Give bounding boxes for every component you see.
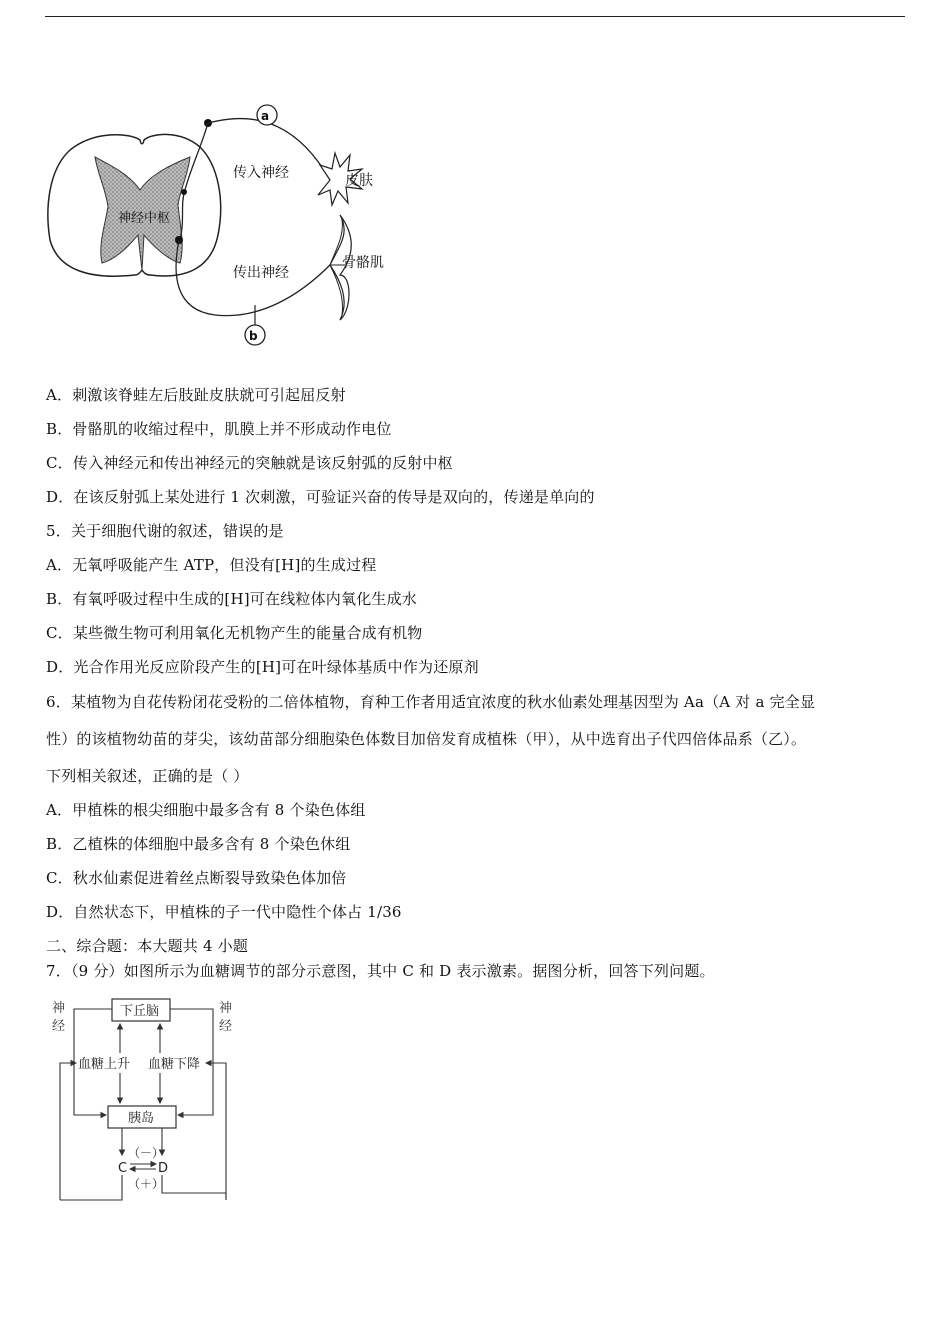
q6-option-a: A．甲植株的根尖细胞中最多含有 8 个染色体组 [46,801,366,819]
nerve-left-label-2: 经 [52,1019,66,1034]
q6-option-d: D．自然状态下，甲植株的子一代中隐性个体占 1/36 [46,903,402,921]
hormone-c: C [118,1161,128,1176]
nerve-right-label-2: 经 [219,1019,233,1034]
q6-stem-line3: 下列相关叙述，正确的是（ ） [46,767,249,785]
inhibit-label: （－） [128,1146,165,1160]
svg-text:胰岛: 胰岛 [128,1111,155,1126]
header-rule [45,16,905,17]
glucose-up-label: 血糖上升 [78,1057,131,1072]
q5-option-d: D．光合作用光反应阶段产生的[H]可在叶绿体基质中作为还原剂 [46,658,479,676]
q4-option-c: C．传入神经元和传出神经元的突触就是该反射弧的反射中枢 [46,454,453,472]
q5-option-c: C．某些微生物可利用氧化无机物产生的能量合成有机物 [46,624,423,642]
nerve-right-label-1: 神 [219,1001,233,1016]
q6-stem-line2: 性）的该植物幼苗的芽尖，该幼苗部分细胞染色体数目加倍发育成植株（甲），从中选育出子代四倍体品系（乙）。 [46,730,807,748]
q4-option-b: B．骨骼肌的收缩过程中，肌膜上并不形成动作电位 [46,420,392,438]
muscle-label: 骨骼肌 [342,255,384,271]
q5-stem: 5．关于细胞代谢的叙述，错误的是 [46,522,284,540]
afferent-label: 传入神经 [233,165,289,181]
glucose-regulation-diagram [48,995,248,1205]
q6-option-b: B．乙植株的体细胞中最多含有 8 个染色休组 [46,835,351,853]
section-heading: 二、综合题：本大题共 4 小题 [46,937,249,955]
efferent-label: 传出神经 [233,265,289,281]
q6-option-c: C．秋水仙素促进着丝点断裂导致染色体加倍 [46,869,347,887]
svg-text:a: a [261,109,270,123]
center-label: 神经中枢 [118,211,171,226]
q5-option-a: A．无氧呼吸能产生 ATP，但没有[H]的生成过程 [46,556,377,574]
q6-stem-line1: 6．某植物为自花传粉闭花受粉的二倍体植物，育种工作者用适宜浓度的秋水仙素处理基因型为 Aa（A 对 a 完全显 [46,693,816,711]
q7-stem: 7．（9 分）如图所示为血糖调节的部分示意图，其中 C 和 D 表示激素。据图分析，回答下列问题。 [46,962,715,980]
nerve-left-label-1: 神 [52,1001,66,1016]
promote-label: （＋） [128,1177,165,1191]
q4-option-a: A．刺激该脊蛙左后肢趾皮肤就可引起屈反射 [46,386,346,404]
reflex-arc-diagram [40,95,400,355]
glucose-down-label: 血糖下降 [148,1057,201,1072]
svg-text:下丘脑: 下丘脑 [120,1004,160,1019]
q5-option-b: B．有氧呼吸过程中生成的[H]可在线粒体内氧化生成水 [46,590,418,608]
skin-label: 皮肤 [345,173,373,189]
q4-option-d: D．在该反射弧上某处进行 1 次刺激，可验证兴奋的传导是双向的，传递是单向的 [46,488,595,506]
hormone-d: D [158,1161,169,1176]
svg-text:b: b [249,329,258,343]
